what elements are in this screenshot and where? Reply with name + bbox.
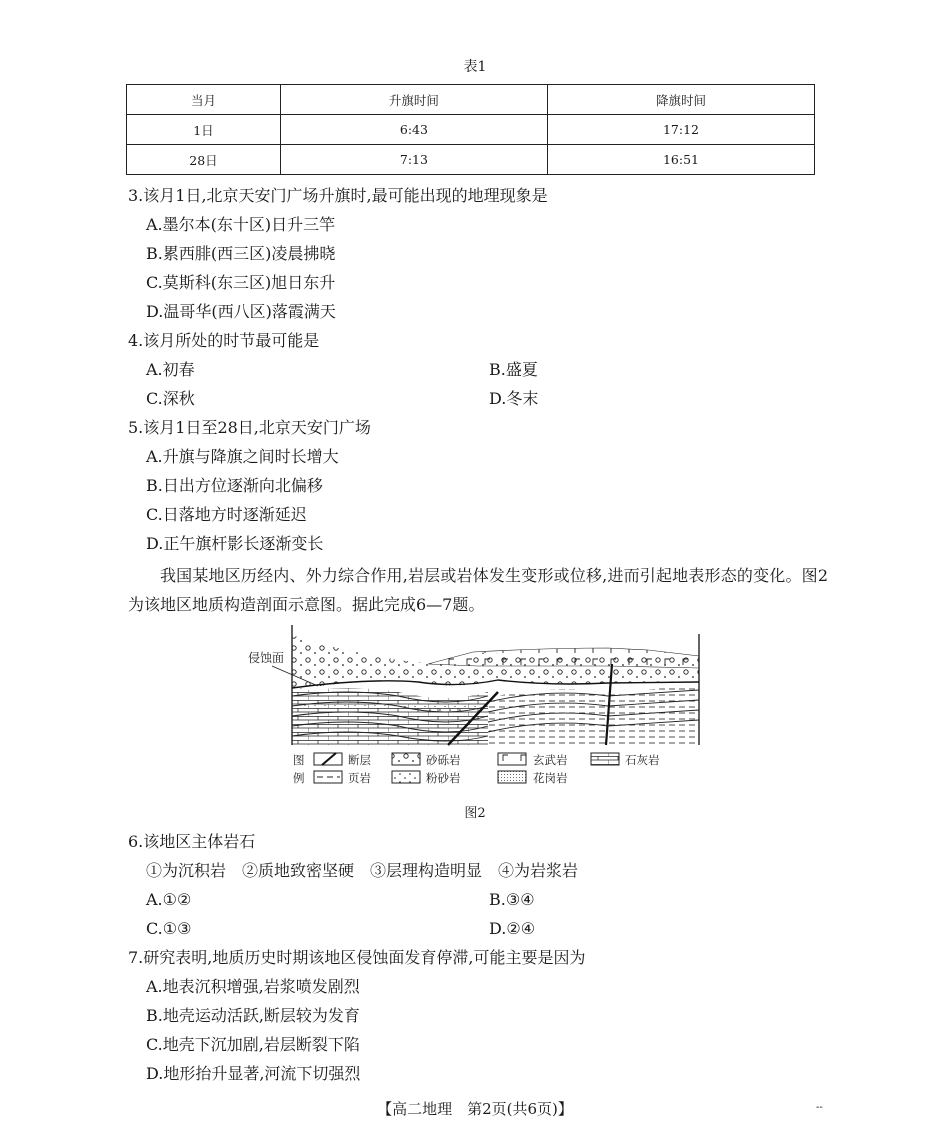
corner-mark: --	[816, 1102, 823, 1113]
question-7-option-a: A.地表沉积增强,岩浆喷发剧烈	[146, 977, 360, 996]
question-5-stem: 5.该月1日至28日,北京天安门广场	[128, 418, 371, 437]
question-6-items: ①为沉积岩 ②质地致密坚硬 ③层理构造明显 ④为岩浆岩	[146, 861, 579, 880]
question-7-option-c: C.地壳下沉加剧,岩层断裂下陷	[146, 1035, 360, 1054]
data-table	[126, 84, 815, 175]
question-6-option-a: A.①②	[146, 890, 192, 909]
question-3-option-d: D.温哥华(西八区)落霞满天	[146, 302, 336, 321]
table-cell: 16:51	[547, 145, 814, 175]
question-3-option-b: B.累西腓(西三区)凌晨拂晓	[146, 244, 336, 263]
geologic-cross-section-figure	[248, 620, 708, 800]
table-header-row	[127, 85, 815, 115]
page-footer: 【高二地理 第2页(共6页)】	[377, 1100, 573, 1118]
legend-title-1: 图	[293, 753, 305, 767]
legend-conglomerate: 砂砾岩	[426, 753, 461, 767]
question-4-option-b: B.盛夏	[489, 360, 538, 379]
table-header-cell: 降旗时间	[547, 85, 814, 115]
question-4-option-c: C.深秋	[146, 389, 195, 408]
question-6-option-d: D.②④	[489, 919, 536, 938]
table-header-cell: 升旗时间	[280, 85, 547, 115]
question-5-option-d: D.正午旗杆影长逐渐变长	[146, 534, 324, 553]
table-cell: 6:43	[280, 115, 547, 145]
question-6-option-b: B.③④	[489, 890, 535, 909]
table-caption: 表1	[463, 59, 487, 75]
table-cell: 17:12	[547, 115, 814, 145]
table-cell: 7:13	[280, 145, 547, 175]
question-3-option-c: C.莫斯科(东三区)旭日东升	[146, 273, 336, 292]
table-row	[127, 115, 815, 145]
question-4-option-a: A.初春	[146, 360, 195, 379]
question-5-option-b: B.日出方位逐渐向北偏移	[146, 476, 323, 495]
legend-basalt: 玄武岩	[533, 753, 568, 767]
question-7-stem: 7.研究表明,地质历史时期该地区侵蚀面发育停滞,可能主要是因为	[128, 948, 586, 967]
question-5-option-c: C.日落地方时逐渐延迟	[146, 505, 307, 524]
question-3-option-a: A.墨尔本(东十区)日升三竿	[146, 215, 336, 234]
question-3-stem: 3.该月1日,北京天安门广场升旗时,最可能出现的地理现象是	[128, 186, 548, 205]
question-7-option-b: B.地壳运动活跃,断层较为发育	[146, 1006, 360, 1025]
table-header-cell: 当月	[127, 85, 281, 115]
legend-shale: 页岩	[348, 771, 371, 785]
table-cell: 28日	[127, 145, 281, 175]
legend-granite: 花岗岩	[533, 771, 568, 785]
question-6-stem: 6.该地区主体岩石	[128, 832, 256, 851]
table-row	[127, 145, 815, 175]
intro-paragraph: 我国某地区历经内、外力综合作用,岩层或岩体发生变形或位移,进而引起地表形态的变化。图2为该地区地质构造剖面示意图。据此完成6—7题。	[128, 566, 828, 614]
question-7-option-d: D.地形抬升显著,河流下切强烈	[146, 1064, 361, 1083]
question-4-option-d: D.冬末	[489, 389, 539, 408]
legend-siltstone: 粉砂岩	[426, 771, 461, 785]
question-6-option-c: C.①③	[146, 919, 192, 938]
question-4-stem: 4.该月所处的时节最可能是	[128, 331, 320, 350]
legend-title-2: 例	[293, 771, 305, 785]
question-5-option-a: A.升旗与降旗之间时长增大	[146, 447, 339, 466]
legend-fault: 断层	[348, 753, 371, 767]
figure-caption: 图2	[464, 806, 486, 821]
legend-limestone: 石灰岩	[625, 753, 660, 767]
table-cell: 1日	[127, 115, 281, 145]
erosion-surface-label: 侵蚀面	[248, 651, 285, 665]
